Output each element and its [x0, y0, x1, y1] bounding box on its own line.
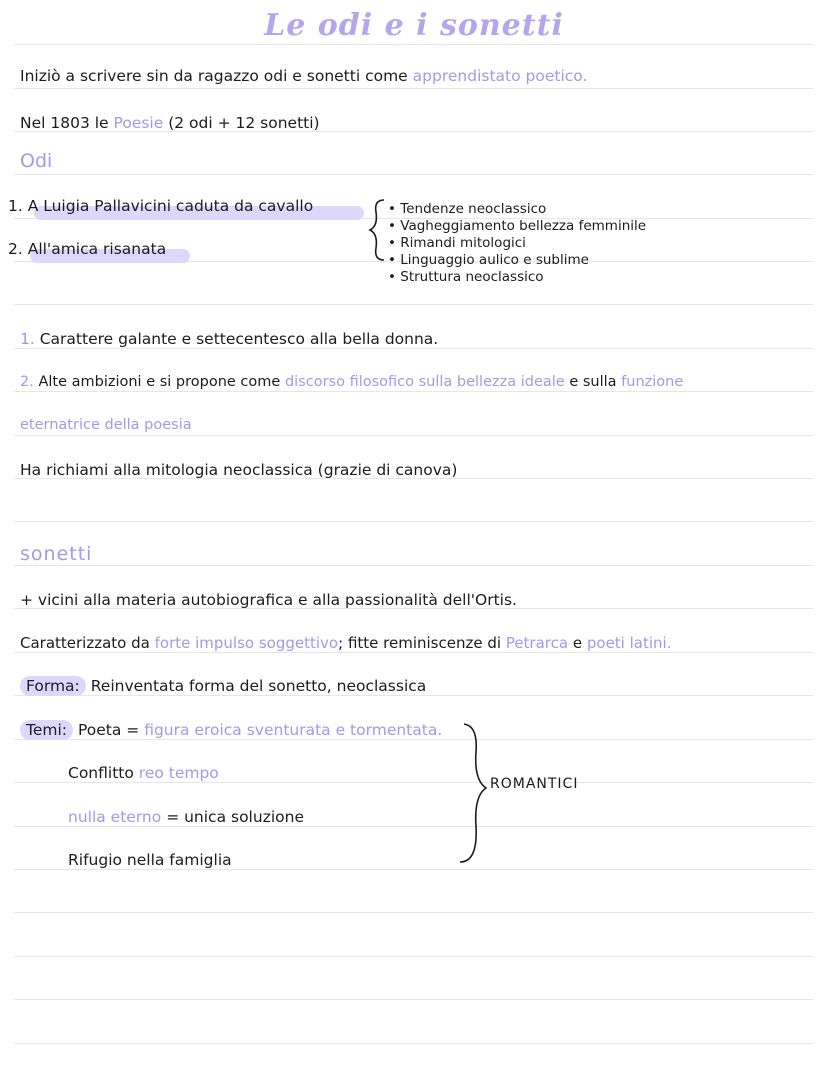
odi-feature-3: • Rimandi mitologici [388, 235, 526, 251]
odi-item-1: 1. A Luigia Pallavicini caduta da cavallo [8, 197, 314, 215]
odi-note-3: Ha richiami alla mitologia neoclassica (grazie di canova) [20, 461, 458, 479]
odi-note-1 [20, 330, 438, 348]
forma-label: Forma: [20, 676, 86, 696]
conflitto-text: Conflitto [68, 764, 134, 782]
intro-line-1-text: Iniziò a scrivere sin da ragazzo odi e sonetti come [20, 67, 408, 85]
odi-note-2-text: Alte ambizioni e si propone come [38, 374, 281, 390]
intro-line-2 [20, 114, 320, 132]
nulla-text: = unica soluzione [166, 808, 304, 826]
sonetti-line-2-accent-c: poeti latini. [586, 634, 672, 652]
odi-note-2-continuation: eternatrice della poesia [20, 417, 192, 433]
odi-note-2 [20, 374, 683, 390]
odi-note-2-mid: e sulla [569, 374, 617, 390]
intro-line-2-accent: Poesie [113, 114, 164, 132]
odi-feature-2: • Vagheggiamento bellezza femminile [388, 218, 647, 234]
odi-item-2: 2. All'amica risanata [8, 240, 167, 258]
odi-feature-5: • Struttura neoclassico [388, 269, 544, 285]
forma-text: Reinventata forma del sonetto, neoclassica [90, 677, 427, 695]
odi-note-2-accent-a: discorso filosofico sulla bellezza ideale [284, 374, 565, 390]
sonetti-line-2-and: e [572, 634, 583, 652]
temi-line [20, 721, 442, 739]
temi-label: Temi: [20, 720, 73, 740]
sonetti-line-1: + vicini alla materia autobiografica e alla passionalità dell'Ortis. [20, 591, 517, 609]
intro-line-2-text: Nel 1803 le [20, 114, 109, 132]
rifugio-line: Rifugio nella famiglia [68, 851, 232, 869]
odi-note-1-text: Carattere galante e settecentesco alla bella donna. [39, 330, 439, 348]
odi-note-1-number: 1. [20, 330, 35, 348]
odi-heading: Odi [20, 150, 53, 172]
odi-note-2-number: 2. [20, 374, 34, 390]
page-title: Le odi e i sonetti [264, 8, 564, 43]
sonetti-line-2 [20, 634, 671, 652]
sonetti-heading: sonetti [20, 543, 93, 565]
nulla-accent: nulla eterno [68, 808, 162, 826]
intro-line-1-accent: apprendistato poetico. [412, 67, 588, 85]
intro-line-2-suffix: (2 odi + 12 sonetti) [168, 114, 320, 132]
forma-line [20, 677, 426, 695]
odi-note-2-accent-b: funzione [621, 374, 684, 390]
nulla-line [68, 808, 304, 826]
intro-line-1 [20, 67, 587, 85]
sonetti-line-2-text: Caratterizzato da [20, 634, 150, 652]
odi-feature-1: • Tendenze neoclassico [388, 201, 547, 217]
sonetti-line-2-accent-b: Petrarca [505, 634, 569, 652]
temi-poeta: Poeta = [77, 721, 140, 739]
romantici-label: ROMANTICI [490, 776, 579, 792]
conflitto-accent: reo tempo [138, 764, 219, 782]
odi-left-brace [368, 198, 390, 262]
sonetti-line-2-mid: ; fitte reminiscenze di [338, 634, 502, 652]
sonetti-line-2-accent-a: forte impulso soggettivo [154, 634, 339, 652]
odi-feature-4: • Linguaggio aulico e sublime [388, 252, 589, 268]
romantici-right-brace [458, 722, 492, 866]
temi-poeta-accent: figura eroica sventurata e tormentata. [144, 721, 443, 739]
conflitto-line [68, 764, 219, 782]
